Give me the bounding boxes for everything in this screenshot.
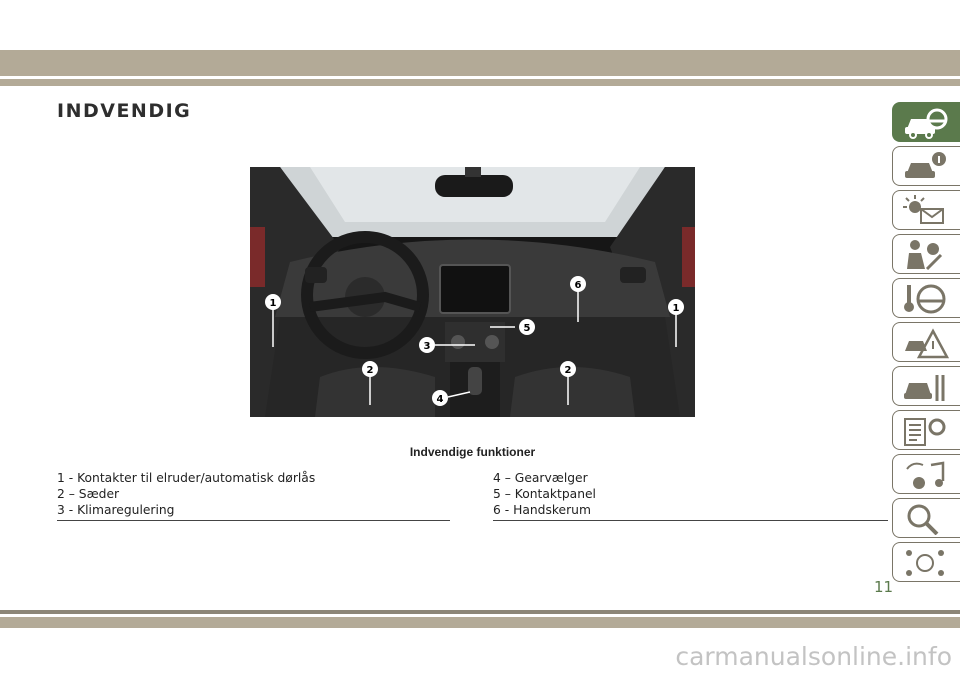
callout-badge-5 [519, 319, 535, 335]
svg-text:6: 6 [574, 280, 582, 291]
tab-steering-wheel-key[interactable] [892, 278, 960, 318]
car-service-tools-icon [903, 371, 949, 403]
legend-item: 5 – Kontaktpanel [493, 487, 596, 501]
page-heading: INDVENDIG [57, 100, 192, 122]
svg-text:2: 2 [564, 365, 572, 376]
car-info-icon [903, 151, 949, 183]
watermark: carmanualsonline.info [675, 642, 952, 671]
tab-warning-light-message[interactable] [892, 190, 960, 230]
header-band [0, 50, 960, 76]
footer-band [0, 617, 960, 628]
svg-text:1: 1 [672, 303, 680, 314]
figure-caption: Indvendige funktioner [409, 445, 536, 459]
page-number: 11 [874, 578, 894, 596]
svg-text:2: 2 [366, 365, 374, 376]
car-steering-wheel-icon [903, 107, 949, 139]
steering-wheel-key-icon [903, 283, 949, 315]
tab-car-info[interactable] [892, 146, 960, 186]
tab-car-service-tools[interactable] [892, 366, 960, 406]
tab-airbag-seatbelt[interactable] [892, 234, 960, 274]
callout-badge-6 [570, 276, 586, 292]
legend-item: 1 - Kontakter til elruder/automatisk dørlås [57, 471, 316, 485]
tab-car-steering-wheel[interactable] [892, 102, 960, 142]
tab-search[interactable] [892, 498, 960, 538]
svg-text:4: 4 [436, 394, 444, 405]
callout-badge-3 [419, 337, 435, 353]
header-rule [0, 79, 960, 86]
tab-index[interactable] [892, 542, 960, 582]
legend-item: 4 – Gearvælger [493, 471, 588, 485]
callout-badge-2a [362, 361, 378, 377]
multimedia-note-icon [903, 459, 949, 491]
callout-badge-2b [560, 361, 576, 377]
legend-rule-right [493, 520, 888, 521]
legend-item: 3 - Klimaregulering [57, 503, 175, 517]
legend-item: 6 - Handskerum [493, 503, 591, 517]
svg-text:1: 1 [269, 298, 277, 309]
svg-text:3: 3 [423, 341, 431, 352]
footer-rule [0, 610, 960, 614]
svg-text:5: 5 [523, 323, 531, 334]
search-magnifier-icon [903, 503, 949, 535]
legend-left [57, 470, 450, 518]
callout-badge-1a [265, 294, 281, 310]
legend-right [493, 470, 888, 518]
legend-item: 2 – Sæder [57, 487, 120, 501]
callout-badge-4 [432, 390, 448, 406]
specifications-gear-icon [903, 415, 949, 447]
tab-multimedia[interactable] [892, 454, 960, 494]
tab-car-emergency-triangle[interactable] [892, 322, 960, 362]
car-emergency-triangle-icon [903, 327, 949, 359]
tab-specifications[interactable] [892, 410, 960, 450]
warning-light-message-icon [903, 195, 949, 227]
interior-photo [250, 167, 695, 417]
legend-rule-left [57, 520, 450, 521]
callout-badge-1b [668, 299, 684, 315]
airbag-seatbelt-icon [903, 239, 949, 271]
index-alphabet-icon [903, 547, 949, 579]
